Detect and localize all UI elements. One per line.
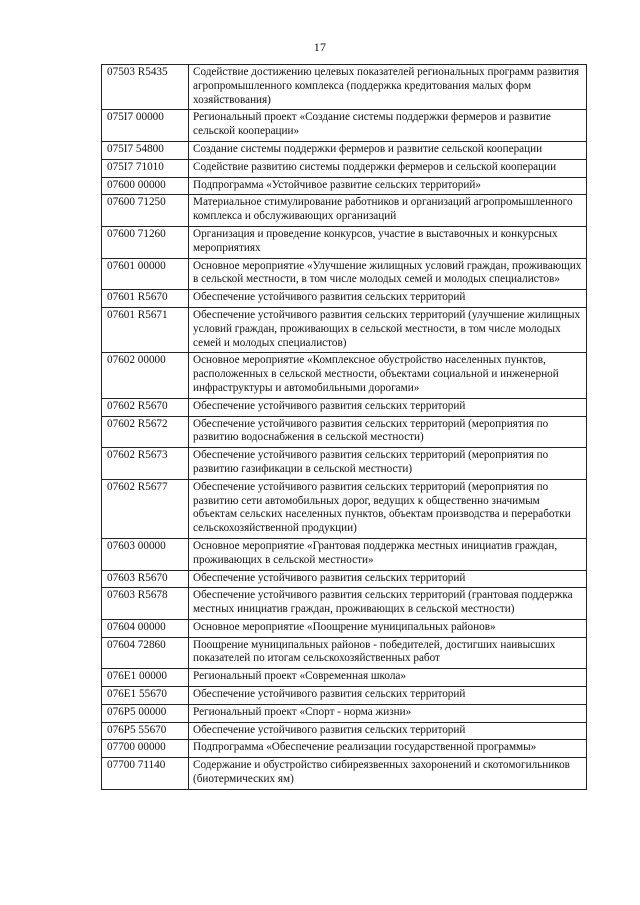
row-code: 07601 R5670 xyxy=(102,290,189,308)
table-row xyxy=(102,588,587,620)
row-code: 076E1 00000 xyxy=(102,669,189,687)
table-row xyxy=(102,448,587,480)
table-row xyxy=(102,570,587,588)
table-row xyxy=(102,479,587,538)
table-row xyxy=(102,177,587,195)
row-code: 07600 71250 xyxy=(102,195,189,227)
table-row xyxy=(102,159,587,177)
row-name: Поощрение муниципальных районов - победителей, достигших наивысших показателей по итогам сельскохозяйственных работ xyxy=(189,637,587,669)
row-code: 076P5 00000 xyxy=(102,704,189,722)
table-row xyxy=(102,307,587,352)
row-code: 07602 00000 xyxy=(102,353,189,398)
row-code: 07602 R5677 xyxy=(102,479,189,538)
budget-classification-table xyxy=(101,64,587,790)
row-code: 076P5 55670 xyxy=(102,722,189,740)
row-name: Обеспечение устойчивого развития сельских территорий xyxy=(189,722,587,740)
table-row xyxy=(102,637,587,669)
row-name: Обеспечение устойчивого развития сельских территорий (мероприятия по развитию газификации в сельской местности) xyxy=(189,448,587,480)
table-row xyxy=(102,258,587,290)
row-code: 075I7 00000 xyxy=(102,110,189,142)
row-name: Региональный проект «Современная школа» xyxy=(189,669,587,687)
table-row xyxy=(102,226,587,258)
row-name: Подпрограмма «Устойчивое развитие сельских территорий» xyxy=(189,177,587,195)
row-code: 07601 00000 xyxy=(102,258,189,290)
row-name: Региональный проект «Создание системы поддержки фермеров и развитие сельской кооперации» xyxy=(189,110,587,142)
table-row xyxy=(102,669,587,687)
row-name: Обеспечение устойчивого развития сельских территорий (грантовая поддержка местных инициатив граждан, проживающих в сельской местности) xyxy=(189,588,587,620)
row-name: Обеспечение устойчивого развития сельских территорий (улучшение жилищных условий граждан, проживающих в сельской местности, в том числе молодых семей и молодых специалистов) xyxy=(189,307,587,352)
row-name: Основное мероприятие «Поощрение муниципальных районов» xyxy=(189,619,587,637)
row-code: 07603 00000 xyxy=(102,538,189,570)
row-name: Создание системы поддержки фермеров и развитие сельской кооперации xyxy=(189,141,587,159)
row-name: Подпрограмма «Обеспечение реализации государственной программы» xyxy=(189,740,587,758)
row-code: 07604 72860 xyxy=(102,637,189,669)
row-name: Основное мероприятие «Улучшение жилищных условий граждан, проживающих в сельской местности, в том числе молодых семей и молодых специалистов» xyxy=(189,258,587,290)
table-row xyxy=(102,141,587,159)
row-code: 07600 71260 xyxy=(102,226,189,258)
table-row xyxy=(102,538,587,570)
row-name: Основное мероприятие «Грантовая поддержка местных инициатив граждан, проживающих в сельской местности» xyxy=(189,538,587,570)
row-code: 07602 R5673 xyxy=(102,448,189,480)
row-name: Региональный проект «Спорт - норма жизни» xyxy=(189,704,587,722)
row-code: 07503 R5435 xyxy=(102,65,189,110)
table-row xyxy=(102,619,587,637)
row-name: Организация и проведение конкурсов, участие в выставочных и конкурсных мероприятиях xyxy=(189,226,587,258)
table-row xyxy=(102,195,587,227)
row-name: Основное мероприятие «Комплексное обустройство населенных пунктов, расположенных в сельской местности, объектами социальной и инженерной инфраструктуры и автомобильными дорогами» xyxy=(189,353,587,398)
row-name: Обеспечение устойчивого развития сельских территорий (мероприятия по развитию сети автомобильных дорог, ведущих к общественно значимым объектам сельских населенных пунктов, объектам производства и переработки сельскохозяйственной продукции) xyxy=(189,479,587,538)
row-name: Материальное стимулирование работников и организаций агропромышленного комплекса и обслуживающих организаций xyxy=(189,195,587,227)
row-name: Содействие развитию системы поддержки фермеров и сельской кооперации xyxy=(189,159,587,177)
table-row xyxy=(102,110,587,142)
row-name: Обеспечение устойчивого развития сельских территорий xyxy=(189,687,587,705)
table-row xyxy=(102,290,587,308)
table-row xyxy=(102,353,587,398)
table-row xyxy=(102,722,587,740)
table-row xyxy=(102,704,587,722)
page-number: 17 xyxy=(313,40,327,54)
row-code: 07700 00000 xyxy=(102,740,189,758)
row-code: 075I7 54800 xyxy=(102,141,189,159)
table-row xyxy=(102,687,587,705)
row-name: Обеспечение устойчивого развития сельских территорий (мероприятия по развитию водоснабжения в сельской местности) xyxy=(189,416,587,448)
row-name: Обеспечение устойчивого развития сельских территорий xyxy=(189,290,587,308)
table-row xyxy=(102,740,587,758)
row-name: Содействие достижению целевых показателей региональных программ развития агропромышленного комплекса (поддержка кредитования малых форм хозяйствования) xyxy=(189,65,587,110)
row-code: 07602 R5670 xyxy=(102,398,189,416)
row-code: 07600 00000 xyxy=(102,177,189,195)
row-name: Обеспечение устойчивого развития сельских территорий xyxy=(189,570,587,588)
row-code: 07603 R5678 xyxy=(102,588,189,620)
table-row xyxy=(102,416,587,448)
row-name: Обеспечение устойчивого развития сельских территорий xyxy=(189,398,587,416)
row-code: 076E1 55670 xyxy=(102,687,189,705)
row-name: Содержание и обустройство сибиреязвенных захоронений и скотомогильников (биотермических ям) xyxy=(189,758,587,790)
table-row xyxy=(102,398,587,416)
row-code: 07601 R5671 xyxy=(102,307,189,352)
table-row xyxy=(102,758,587,790)
table-body xyxy=(102,65,587,790)
row-code: 07604 00000 xyxy=(102,619,189,637)
row-code: 07602 R5672 xyxy=(102,416,189,448)
row-code: 07603 R5670 xyxy=(102,570,189,588)
row-code: 075I7 71010 xyxy=(102,159,189,177)
table-row xyxy=(102,65,587,110)
row-code: 07700 71140 xyxy=(102,758,189,790)
